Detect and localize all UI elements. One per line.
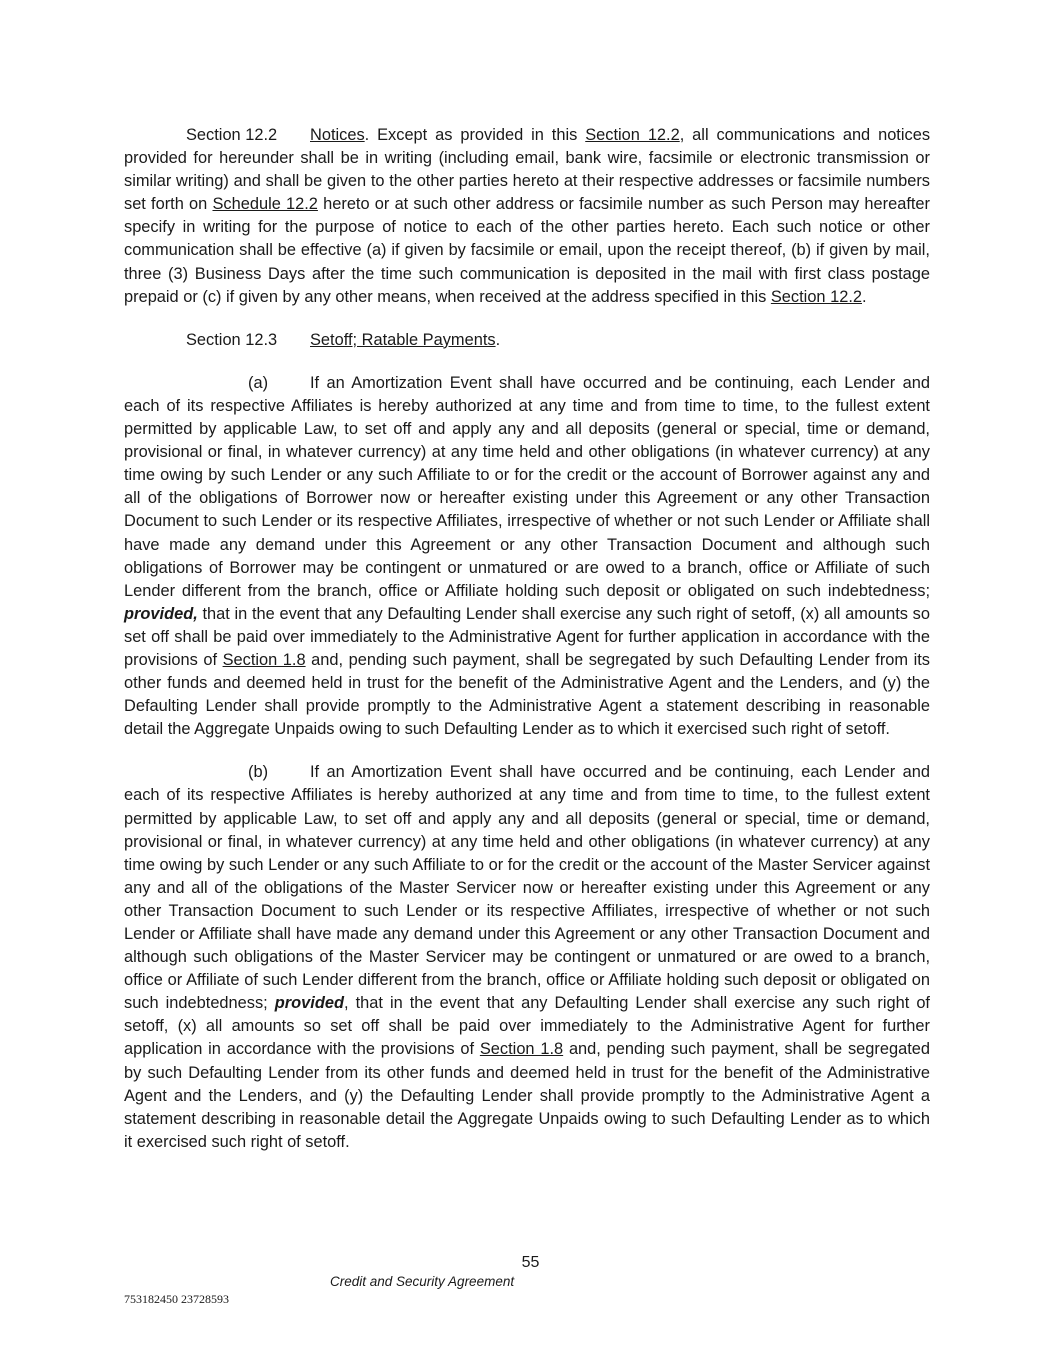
body-text: and, pending such payment, shall be segregated by such Defaulting Lender from its other funds and deemed held in trust for the benefit of the Administrative Agent and the Lenders, and (y) the Defaulting Lender shall provide promptly to the Administrative Agent a statement describing in reasonable detail the Aggregate Unpaids owing to such Defaulting Lender as to which it exercised such right of setoff. [124, 650, 930, 739]
page-number: 55 [521, 1254, 540, 1271]
body-text: that in the event that any Defaulting Lender shall exercise any such right of setoff, (x) all amounts so set off shall be paid over immediately to the Administrative Agent for further application in accordance with the provisions of [124, 604, 930, 669]
section-heading: Setoff; Ratable Payments [310, 330, 496, 349]
section-number: Section 12.2 [186, 126, 278, 144]
body-text: , all communications and notices provided for hereunder shall be in writing (including email, bank wire, facsimile or electronic transmission or similar writing) and shall be given to the other parties hereto at their respective addresses or facsimile numbers set forth on [124, 126, 931, 214]
body-text: . [862, 287, 867, 306]
cross-reference: Section 12.2 [585, 126, 680, 144]
paragraph-b [124, 761, 930, 1154]
document-body [124, 124, 930, 1174]
body-text: hereto or at such other address or facsimile number as such Person may hereafter specify in writing for the purpose of notice to each of the other parties hereto. Each such notice or other communication shall be effective (a) if given by facsimile or email, upon the receipt thereof, (b) if given by mail, three (3) Business Days after the time such communication is deposited in the mail with first class postage prepaid or (c) if given by any other means, when received at the address specified in this [124, 195, 930, 306]
section-number: Section 12.3 [186, 330, 278, 349]
footer-title: Credit and Security Agreement [330, 1274, 515, 1289]
cross-reference: Section 1.8 [479, 1040, 564, 1059]
body-text: and, pending such payment, shall be segregated by such Defaulting Lender from its other funds and deemed held in trust for the benefit of the Administrative Agent and the Lenders, and (y) the Defaulting Lender shall provide promptly to the Administrative Agent a statement describing in reasonable detail the Aggregate Unpaids owing to such Defaulting Lender as to which it exercised such right of setoff. [124, 1040, 930, 1151]
section-heading: Notices [310, 126, 365, 144]
body-text: If an Amortization Event shall have occurred and be continuing, each Lender and each of its respective Affiliates is hereby authorized at any time and from time to time, to the fullest extent permitted by applicable Law, to set off and apply any and all deposits (general or special, time or demand, provisional or final, in whatever currency) at any time held and other obligations (in whatever currency) at any time owing by such Lender or any such Affiliate to or for the credit or the account of the Master Servicer against any and all of the obligations of the Master Servicer now or hereafter existing under this Agreement or any other Transaction Document to such Lender or its respective Affiliates, irrespective of whether or not such Lender or Affiliate shall have made any demand under this Agreement or any other Transaction Document and although such obligations of the Master Servicer may be contingent or unmatured or are owed to a branch, office or Affiliate of such Lender different from the branch, office or Affiliate holding such deposit or obligated on such indebtedness; [124, 763, 930, 1013]
provided-term: provided, [124, 604, 198, 623]
body-text: . Except as provided in this [364, 126, 586, 144]
paragraph-label: (b) [248, 763, 269, 782]
paragraph-a [124, 372, 930, 742]
body-text: If an Amortization Event shall have occurred and be continuing, each Lender and each of its respective Affiliates is hereby authorized at any time and from time to time, to the fullest extent permitted by applicable Law, to set off and apply any and all deposits (general or special, time or demand, provisional or final, in whatever currency) at any time held and other obligations (in whatever currency) at any time owing by such Lender or any such Affiliate to or for the credit or the account of Borrower against any and all of the obligations of Borrower now or hereafter existing under this Agreement or any other Transaction Document to such Lender or its respective Affiliates, irrespective of whether or not such Lender or Affiliate shall have made any demand under this Agreement or any other Transaction Document and although such obligations of Borrower may be contingent or unmatured or are owed to a branch, office or Affiliate of such Lender different from the branch, office or Affiliate holding such deposit or obligated on such indebtedness; [124, 373, 930, 600]
body-text: , that in the event that any Defaulting Lender shall exercise any such right of setoff, (x) all amounts so set off shall be paid over immediately to the Administrative Agent for further application in accordance with the provisions of [124, 994, 930, 1059]
section-12-3-heading [124, 329, 930, 352]
provided-term: provided [274, 994, 344, 1013]
document-id: 753182450 23728593 [124, 1292, 229, 1306]
cross-reference: Schedule 12.2 [212, 195, 318, 214]
cross-reference: Section 12.2 [770, 287, 862, 306]
paragraph-label: (a) [248, 373, 269, 392]
body-text: . [495, 330, 501, 349]
cross-reference: Section 1.8 [222, 650, 306, 669]
section-12-2-paragraph [124, 124, 930, 309]
